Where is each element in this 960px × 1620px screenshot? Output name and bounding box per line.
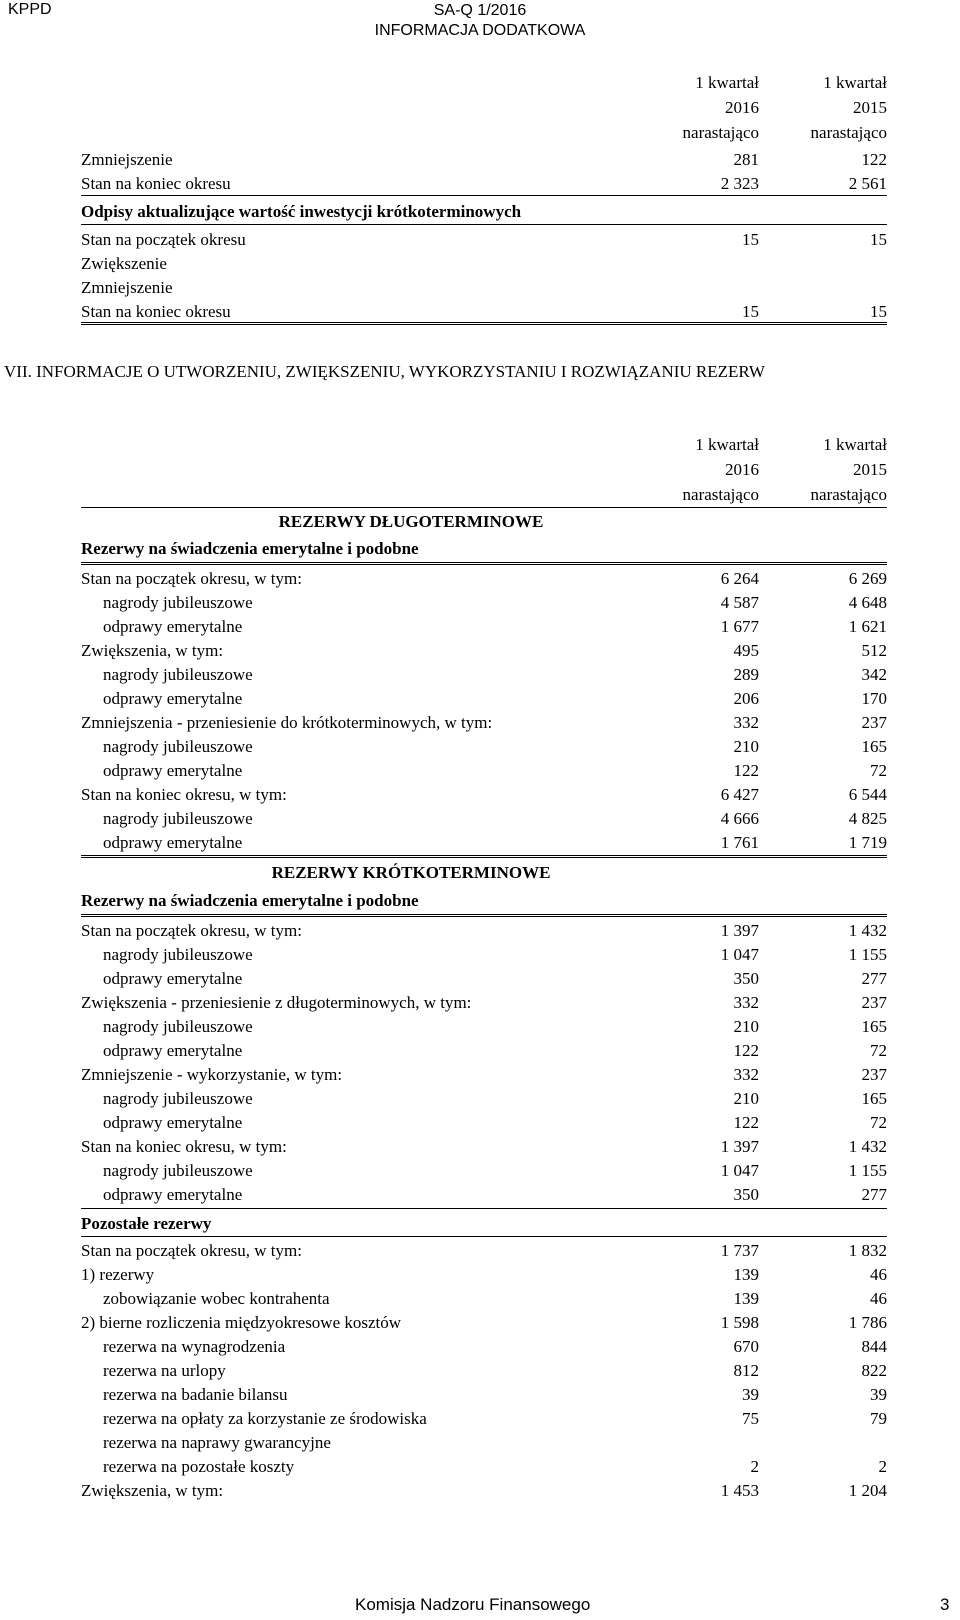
- section-title: VII. INFORMACJE O UTWORZENIU, ZWIĘKSZENIU, WYKORZYSTANIU I ROZWIĄZANIU REZERW: [4, 362, 765, 381]
- row-label: rezerwa na pozostałe koszty: [103, 1457, 295, 1476]
- row-label: Stan na początek okresu, w tym:: [81, 569, 302, 588]
- table-row: [81, 967, 887, 991]
- value-2015: 2: [878, 1457, 887, 1476]
- value-2015: 165: [861, 1089, 887, 1108]
- table-rows-top: [81, 148, 887, 196]
- row-label: nagrody jubileuszowe: [103, 1017, 253, 1036]
- value-2016: 1 737: [720, 1241, 759, 1260]
- value-2015: 122: [861, 150, 887, 169]
- table-row: [81, 228, 887, 252]
- table-row: [81, 252, 887, 276]
- table-row: [81, 172, 887, 196]
- value-2015: 237: [861, 713, 887, 732]
- value-2015: 1 832: [848, 1241, 887, 1260]
- table-row: [81, 276, 887, 300]
- value-2016: 1 047: [720, 1161, 759, 1180]
- long-term-subheading: Rezerwy na świadczenia emerytalne i podobne: [81, 539, 419, 558]
- row-label: nagrody jubileuszowe: [103, 809, 253, 828]
- table-row: [81, 663, 887, 687]
- row-label: nagrody jubileuszowe: [103, 1089, 253, 1108]
- row-label: Stan na koniec okresu, w tym:: [81, 1137, 287, 1156]
- table-row: [81, 1359, 887, 1383]
- row-label: nagrody jubileuszowe: [103, 593, 253, 612]
- row-label: Stan na koniec okresu: [81, 302, 231, 321]
- short-term-subheading: Rezerwy na świadczenia emerytalne i podobne: [81, 891, 419, 910]
- header-company-code: KPPD: [8, 1, 52, 18]
- row-label: odprawy emerytalne: [103, 833, 243, 852]
- value-2016: 122: [733, 1113, 759, 1132]
- value-2016: 39: [742, 1385, 759, 1404]
- table-row: [81, 639, 887, 663]
- value-2016: 122: [733, 1041, 759, 1060]
- value-2016: 332: [733, 993, 759, 1012]
- table-row: [81, 1159, 887, 1183]
- table-row: [81, 991, 887, 1015]
- value-2015: 277: [861, 1185, 887, 1204]
- value-2016: 15: [742, 302, 759, 321]
- value-2015: 1 155: [848, 945, 887, 964]
- value-2016: 332: [733, 713, 759, 732]
- value-2015: 72: [870, 1041, 887, 1060]
- value-2015: 4 648: [848, 593, 887, 612]
- value-2015: 15: [870, 230, 887, 249]
- row-label: rezerwa na urlopy: [103, 1361, 226, 1380]
- table-heading: Odpisy aktualizujące wartość inwestycji krótkoterminowych: [81, 202, 522, 221]
- value-2015: 822: [861, 1361, 887, 1380]
- row-label: 2) bierne rozliczenia międzyokresowe kosztów: [81, 1313, 402, 1332]
- row-label: Zwiększenie: [81, 254, 167, 273]
- value-2016: 210: [733, 737, 759, 756]
- value-2016: 1 047: [720, 945, 759, 964]
- value-2015: 277: [861, 969, 887, 988]
- table-row: [81, 1455, 887, 1479]
- row-label: Zwiększenia, w tym:: [81, 641, 224, 660]
- value-2016: 75: [742, 1409, 759, 1428]
- table-row: [81, 1287, 887, 1311]
- value-2016: 6 427: [720, 785, 759, 804]
- row-label: Stan na koniec okresu: [81, 174, 231, 193]
- table-row: [81, 1479, 887, 1503]
- row-label: odprawy emerytalne: [103, 969, 243, 988]
- page-number: 3: [940, 1595, 950, 1614]
- header-report-title: [0, 1, 960, 41]
- footer-authority: Komisja Nadzoru Finansowego: [355, 1595, 591, 1614]
- row-label: 1) rezerwy: [81, 1265, 155, 1284]
- table-row: [81, 943, 887, 967]
- row-label: rezerwa na naprawy gwarancyjne: [103, 1433, 331, 1452]
- row-label: Stan na początek okresu: [81, 230, 246, 249]
- row-label: odprawy emerytalne: [103, 1041, 243, 1060]
- row-label: Zwiększenia, w tym:: [81, 1481, 224, 1500]
- value-2015: 1 786: [848, 1313, 887, 1332]
- other-provisions-rows: [81, 1239, 887, 1503]
- row-label: Stan na koniec okresu, w tym:: [81, 785, 287, 804]
- table-row: [81, 1263, 887, 1287]
- row-label: nagrody jubileuszowe: [103, 1161, 253, 1180]
- row-label: rezerwa na badanie bilansu: [103, 1385, 288, 1404]
- row-label: Zmniejszenie: [81, 150, 173, 169]
- value-2015: 15: [870, 302, 887, 321]
- table-row: [81, 807, 887, 831]
- header-report-section: INFORMACJA DODATKOWA: [374, 22, 586, 39]
- table-row: [81, 1383, 887, 1407]
- value-2015: 844: [861, 1337, 887, 1356]
- value-2016: 2 323: [720, 174, 759, 193]
- table-row: [81, 1111, 887, 1135]
- row-label: Zmniejszenie: [81, 278, 173, 297]
- table-row: [81, 300, 887, 324]
- value-2015: 165: [861, 737, 887, 756]
- table-row: [81, 1015, 887, 1039]
- value-2016: 139: [733, 1289, 759, 1308]
- value-2015: 237: [861, 1065, 887, 1084]
- table-row: [81, 591, 887, 615]
- row-label: odprawy emerytalne: [103, 689, 243, 708]
- value-2016: 2: [750, 1457, 759, 1476]
- column-header-2016: 1 kwartał 2016 narastająco: [682, 435, 759, 504]
- value-2016: 289: [733, 665, 759, 684]
- table-row: [81, 1135, 887, 1159]
- row-label: nagrody jubileuszowe: [103, 665, 253, 684]
- value-2015: 6 269: [848, 569, 887, 588]
- value-2015: 342: [861, 665, 887, 684]
- value-2015: 1 204: [848, 1481, 887, 1500]
- column-headers: [81, 70, 887, 148]
- table-rows-bottom: [81, 228, 887, 324]
- row-label: odprawy emerytalne: [103, 1185, 243, 1204]
- value-2016: 4 666: [720, 809, 759, 828]
- row-label: Zmniejszenie - wykorzystanie, w tym:: [81, 1065, 343, 1084]
- row-label: odprawy emerytalne: [103, 761, 243, 780]
- value-2015: 2 561: [848, 174, 887, 193]
- value-2016: 495: [733, 641, 759, 660]
- table-row: [81, 567, 887, 591]
- value-2015: 72: [870, 761, 887, 780]
- value-2015: 79: [870, 1409, 887, 1428]
- row-label: Stan na początek okresu, w tym:: [81, 921, 302, 940]
- table-row: [81, 711, 887, 735]
- value-2016: 1 677: [720, 617, 759, 636]
- value-2015: 1 719: [848, 833, 887, 852]
- value-2016: 1 397: [720, 1137, 759, 1156]
- value-2016: 206: [733, 689, 759, 708]
- row-label: rezerwa na wynagrodzenia: [103, 1337, 286, 1356]
- value-2016: 210: [733, 1089, 759, 1108]
- table-row: [81, 1239, 887, 1263]
- value-2015: 237: [861, 993, 887, 1012]
- table-row: [81, 1183, 887, 1207]
- other-provisions-heading: Pozostałe rezerwy: [81, 1214, 212, 1233]
- table-row: [81, 1063, 887, 1087]
- value-2016: 350: [733, 1185, 759, 1204]
- row-label: odprawy emerytalne: [103, 1113, 243, 1132]
- row-label: Zmniejszenia - przeniesienie do krótkoterminowych, w tym:: [81, 713, 493, 732]
- table-row: [81, 1039, 887, 1063]
- value-2016: 1 761: [720, 833, 759, 852]
- value-2015: 1 621: [848, 617, 887, 636]
- value-2016: 1 453: [720, 1481, 759, 1500]
- row-label: odprawy emerytalne: [103, 617, 243, 636]
- value-2015: 165: [861, 1017, 887, 1036]
- short-term-rows: [81, 919, 887, 1207]
- short-term-title: REZERWY KRÓTKOTERMINOWE: [271, 863, 551, 882]
- table-row: [81, 1311, 887, 1335]
- value-2015: 4 825: [848, 809, 887, 828]
- value-2016: 1 598: [720, 1313, 759, 1332]
- value-2016: 1 397: [720, 921, 759, 940]
- value-2015: 46: [870, 1265, 887, 1284]
- value-2015: 170: [861, 689, 887, 708]
- value-2015: 1 432: [848, 921, 887, 940]
- table-row: [81, 1407, 887, 1431]
- table-row: [81, 1431, 887, 1455]
- value-2016: 210: [733, 1017, 759, 1036]
- value-2016: 122: [733, 761, 759, 780]
- header-report-id: SA-Q 1/2016: [433, 2, 527, 19]
- table-row: [81, 831, 887, 855]
- table-row: [81, 148, 887, 172]
- table-row: [81, 1335, 887, 1359]
- value-2016: 812: [733, 1361, 759, 1380]
- column-header-2015: 1 kwartał 2015 narastająco: [810, 435, 887, 504]
- value-2016: 332: [733, 1065, 759, 1084]
- value-2015: 72: [870, 1113, 887, 1132]
- table-row: [81, 919, 887, 943]
- value-2016: 350: [733, 969, 759, 988]
- row-label: Stan na początek okresu, w tym:: [81, 1241, 302, 1260]
- value-2016: 281: [733, 150, 759, 169]
- table-provisions: [81, 432, 887, 1503]
- column-headers: [81, 432, 887, 510]
- table-row: [81, 759, 887, 783]
- value-2015: 39: [870, 1385, 887, 1404]
- column-header-2016: 1 kwartał 2016 narastająco: [682, 73, 759, 142]
- long-term-title: REZERWY DŁUGOTERMINOWE: [278, 512, 544, 531]
- table-investment-writedowns: [81, 70, 887, 325]
- value-2015: 1 155: [848, 1161, 887, 1180]
- value-2015: 1 432: [848, 1137, 887, 1156]
- row-label: zobowiązanie wobec kontrahenta: [103, 1289, 330, 1308]
- value-2016: 4 587: [720, 593, 759, 612]
- table-row: [81, 615, 887, 639]
- column-header-2015: 1 kwartał 2015 narastająco: [810, 73, 887, 142]
- table-row: [81, 735, 887, 759]
- value-2015: 46: [870, 1289, 887, 1308]
- value-2015: 6 544: [848, 785, 887, 804]
- row-label: nagrody jubileuszowe: [103, 945, 253, 964]
- value-2016: 6 264: [720, 569, 759, 588]
- table-row: [81, 783, 887, 807]
- row-label: Zwiększenia - przeniesienie z długoterminowych, w tym:: [81, 993, 472, 1012]
- value-2015: 512: [861, 641, 887, 660]
- table-row: [81, 687, 887, 711]
- table-row: [81, 1087, 887, 1111]
- value-2016: 139: [733, 1265, 759, 1284]
- long-term-rows: [81, 567, 887, 855]
- value-2016: 15: [742, 230, 759, 249]
- row-label: rezerwa na opłaty za korzystanie ze środowiska: [103, 1409, 427, 1428]
- value-2016: 670: [733, 1337, 759, 1356]
- row-label: nagrody jubileuszowe: [103, 737, 253, 756]
